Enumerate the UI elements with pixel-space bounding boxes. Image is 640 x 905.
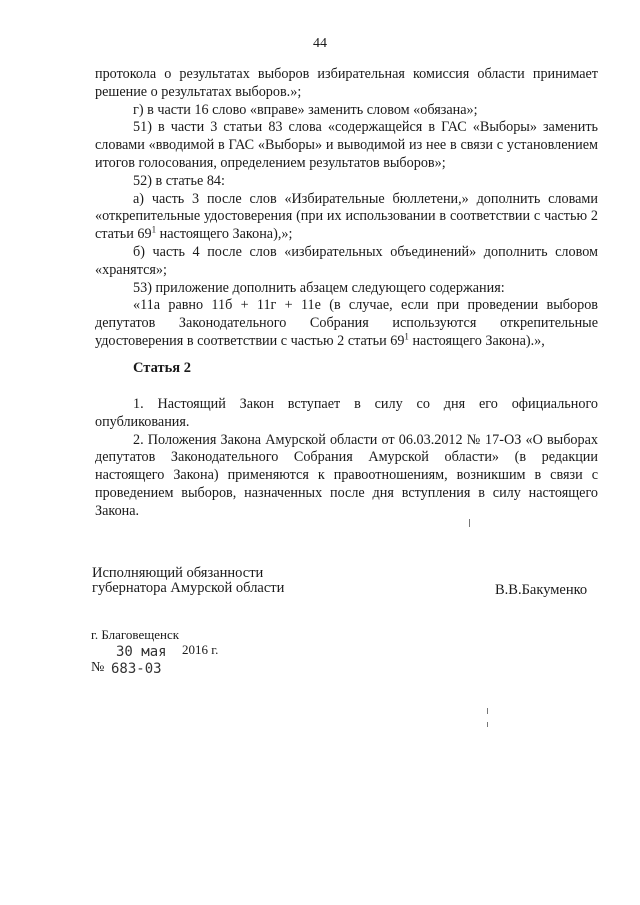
paragraph-text: а) часть 3 после слов «Избирательные бюллетени,» дополнить словами «открепительные удостоверения (при их использовании в соответствии с частью 2 статьи 69 bbox=[95, 190, 598, 243]
paragraph: протокола о результатах выборов избирательная комиссия области принимает решение о результатах выборов.»; bbox=[95, 66, 598, 100]
paragraph-text: «11а равно 11б + 11г + 11е (в случае, если при проведении выборов депутатов Законодательного Собрания используются открепительные удостоверения в соответствии с частью 2 статьи 69 bbox=[95, 297, 598, 349]
date-stamp: 30 мая bbox=[116, 644, 167, 660]
paragraph: 53) приложение дополнить абзацем следующего содержания: bbox=[133, 279, 505, 296]
number-stamp: 683-03 bbox=[111, 661, 162, 677]
scan-speck bbox=[469, 519, 470, 527]
signatory-position bbox=[92, 566, 284, 596]
paragraph-tail: настоящего Закона).», bbox=[408, 332, 545, 349]
paragraph bbox=[95, 297, 598, 350]
paragraph: б) часть 4 после слов «избирательных объединений» дополнить словом «хранятся»; bbox=[95, 243, 598, 278]
paragraph: 51) в части 3 статьи 83 слова «содержащейся в ГАС «Выборы» заменить словами «вводимой в ГАС «Выборы» и выводимой из нее в связи с установлением итогов голосования, определением результатов выборов»; bbox=[95, 119, 598, 171]
paragraph: 52) в статье 84: bbox=[133, 172, 225, 189]
position-line: Исполняющий обязанности bbox=[92, 565, 264, 581]
superscript: 1 bbox=[404, 331, 409, 342]
position-line: губернатора Амурской области bbox=[92, 580, 285, 596]
paragraph-tail: настоящего Закона),»; bbox=[156, 226, 293, 243]
law-amendments-text bbox=[95, 66, 598, 351]
superscript: 1 bbox=[151, 224, 157, 235]
paragraph: 1. Настоящий Закон вступает в силу со дня его официального опубликования. bbox=[95, 396, 598, 430]
scan-speck bbox=[487, 708, 488, 714]
place-of-signing: г. Благовещенск bbox=[91, 627, 180, 642]
year: 2016 г. bbox=[182, 642, 219, 657]
number-sign: № bbox=[91, 660, 105, 675]
page-number: 44 bbox=[313, 36, 327, 51]
paragraph: г) в части 16 слово «вправе» заменить словом «обязана»; bbox=[133, 101, 478, 118]
signatory-name: В.В.Бакуменко bbox=[495, 582, 588, 598]
scan-speck bbox=[487, 722, 488, 727]
paragraph bbox=[95, 191, 598, 244]
paragraph: 2. Положения Закона Амурской области от 06.03.2012 № 17-ОЗ «О выборах депутатов Законодательного Собрания Амурской области» (в редакции настоящего Закона) применяются к правоотношениям, возникшим в связи с проведением выборов, назначенных после дня вступления в силу настоящего Закона. bbox=[95, 431, 598, 519]
article-heading: Статья 2 bbox=[133, 360, 191, 376]
article-2-text bbox=[95, 396, 598, 521]
